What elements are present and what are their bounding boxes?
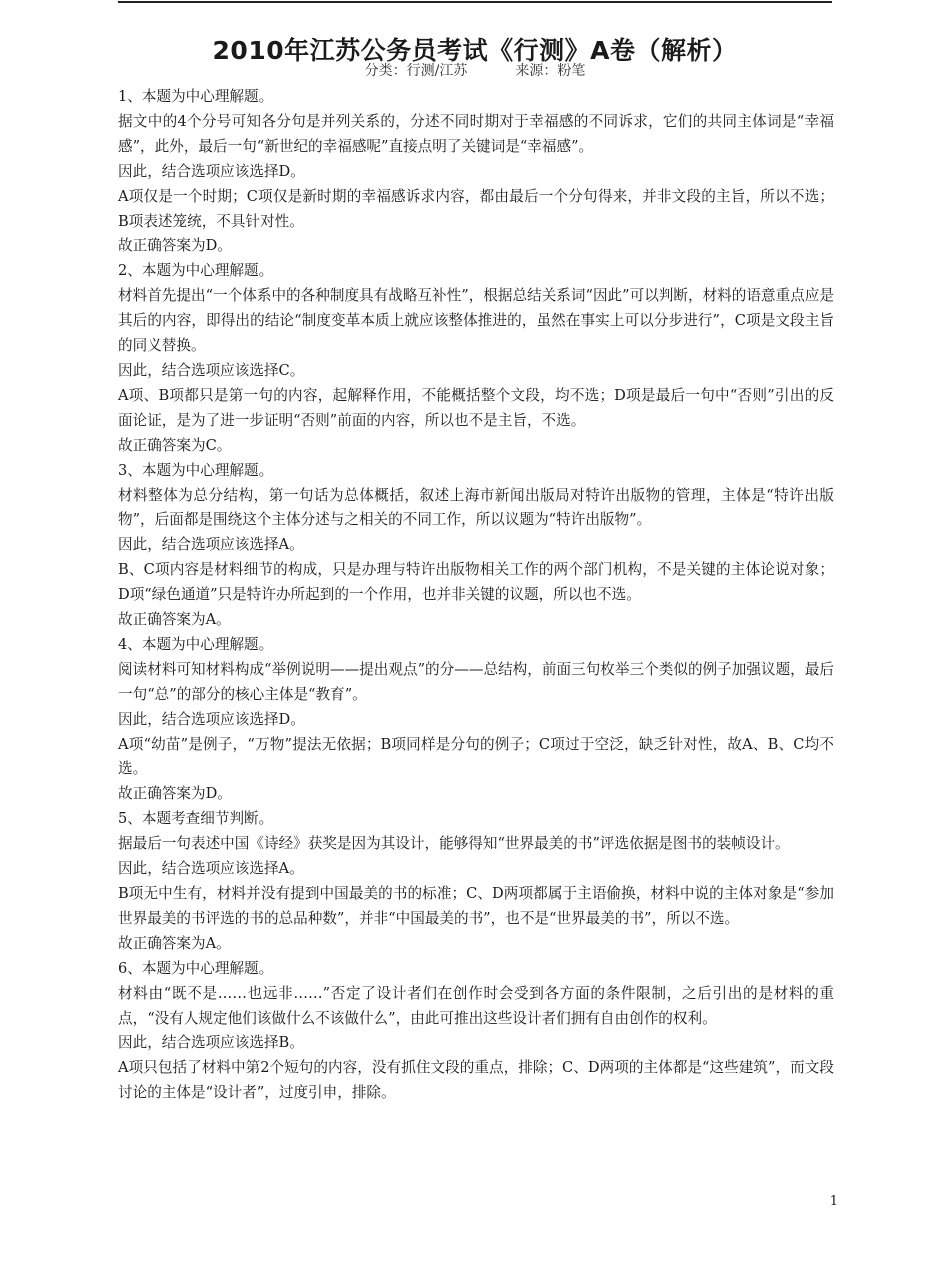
- choice-paragraph: 因此，结合选项应该选择A。: [118, 860, 304, 878]
- elimination-paragraph: B项无中生有，材料并没有提到中国最美的书的标准；C、D两项都属于主语偷换，材料中说的主体对象是“参加世界最美的书评选的书的总品种数”，并非“中国最美的书”，也不是“世界最美的书”，所以不选。: [118, 885, 834, 927]
- answer-paragraph: 故正确答案为A。: [118, 934, 231, 952]
- top-rule: [118, 1, 832, 3]
- analysis-paragraph: 材料由“既不是……也远非……”否定了设计者们在创作时会受到各方面的条件限制，之后引出的是材料的重点，“没有人规定他们该做什么不该做什么”，由此可推出这些设计者们拥有自由创作的权利。: [118, 984, 834, 1027]
- question-heading: 3、本题为中心理解题。: [118, 461, 274, 479]
- question-heading: 1、本题为中心理解题。: [118, 88, 274, 105]
- answer-paragraph: 故正确答案为D。: [118, 785, 232, 803]
- analysis-paragraph: 阅读材料可知材料构成“举例说明——提出观点”的分——总结构，前面三句枚举三个类似的例子加强议题，最后一句“总”的部分的核心主体是“教育”。: [118, 660, 834, 703]
- elimination-paragraph: A项“幼苗”是例子，“万物”提法无依据；B项同样是分句的例子；C项过于空泛，缺乏针对性，故A、B、C均不选。: [118, 735, 834, 778]
- analysis-paragraph: 材料整体为总分结构，第一句话为总体概括，叙述上海市新闻出版局对特许出版物的管理，主体是“特许出版物”，后面都是围绕这个主体分述与之相关的不同工作，所以议题为“特许出版物”。: [118, 486, 834, 529]
- answer-paragraph: 故正确答案为C。: [118, 436, 232, 454]
- question-heading: 5、本题考查细节判断。: [118, 810, 274, 828]
- answer-paragraph: 故正确答案为A。: [118, 611, 231, 629]
- document-body: [118, 85, 834, 1106]
- meta-line: [118, 60, 832, 82]
- analysis-paragraph: 据文中的4个分号可知各分句是并列关系的，分述不同时期对于幸福感的不同诉求，它们的共同主体词是“幸福感”，此外，最后一句“新世纪的幸福感呢”直接点明了关键词是“幸福感”。: [118, 112, 834, 155]
- analysis-paragraph: 据最后一句表述中国《诗经》获奖是因为其设计，能够得知“世界最美的书”评选依据是图书的装帧设计。: [118, 835, 790, 853]
- choice-paragraph: 因此，结合选项应该选择D。: [118, 710, 305, 728]
- source-label: 来源：粉笔: [515, 63, 586, 79]
- choice-paragraph: 因此，结合选项应该选择A。: [118, 536, 304, 554]
- choice-paragraph: 因此，结合选项应该选择B。: [118, 1034, 304, 1052]
- elimination-paragraph: B、C项内容是材料细节的构成，只是办理与特许出版物相关工作的两个部门机构，不是关键的主体论说对象；D项“绿色通道”只是特许办所起到的一个作用，也并非关键的议题，所以也不选。: [118, 561, 834, 604]
- category-label: 分类：行测/江苏: [364, 63, 468, 79]
- question-heading: 2、本题为中心理解题。: [118, 262, 274, 280]
- choice-paragraph: 因此，结合选项应该选择C。: [118, 361, 305, 379]
- page-number: 1: [829, 1194, 838, 1209]
- elimination-paragraph: A项仅是一个时期；C项仅是新时期的幸福感诉求内容，都由最后一个分句得来，并非文段的主旨，所以不选；B项表述笼统，不具针对性。: [118, 187, 834, 230]
- question-heading: 6、本题为中心理解题。: [118, 959, 274, 977]
- answer-paragraph: 故正确答案为D。: [118, 237, 232, 255]
- analysis-paragraph: 材料首先提出“一个体系中的各种制度具有战略互补性”，根据总结关系词“因此”可以判断，材料的语意重点应是其后的内容，即得出的结论“制度变革本质上就应该整体推进的，虽然在事实上可以分步进行”，C项是文段主旨的同义替换。: [118, 287, 834, 355]
- question-heading: 4、本题为中心理解题。: [118, 635, 274, 653]
- elimination-paragraph: A项、B项都只是第一句的内容，起解释作用，不能概括整个文段，均不选；D项是最后一句中“否则”引出的反面论证，是为了进一步证明“否则”前面的内容，所以也不是主旨，不选。: [118, 386, 834, 429]
- elimination-paragraph: A项只包括了材料中第2个短句的内容，没有抓住文段的重点，排除；C、D两项的主体都是“这些建筑”，而文段讨论的主体是“设计者”，过度引申，排除。: [118, 1059, 834, 1102]
- choice-paragraph: 因此，结合选项应该选择D。: [118, 162, 305, 180]
- page-title: 2010年江苏公务员考试《行测》A卷（解析）: [212, 35, 738, 65]
